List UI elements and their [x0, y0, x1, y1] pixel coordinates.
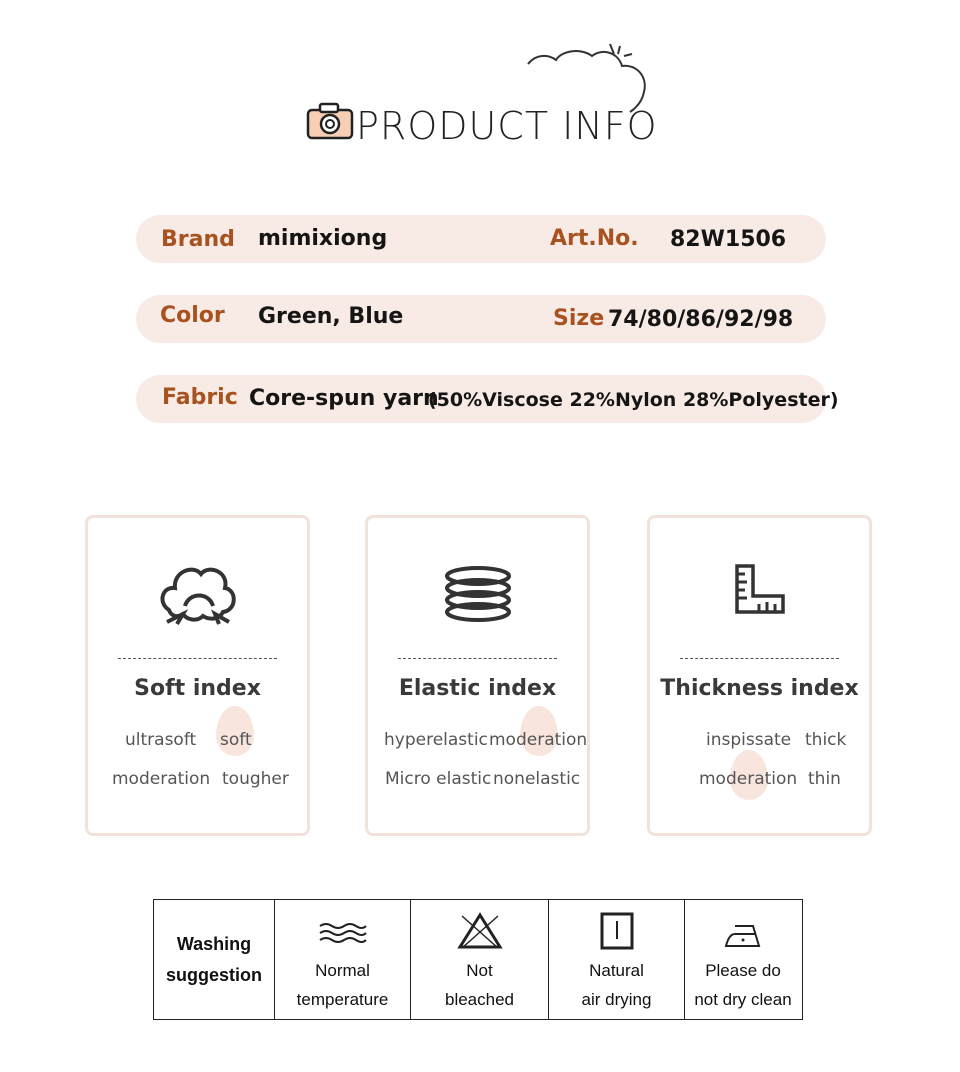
option-inspissate: inspissate: [706, 730, 792, 750]
fabric-detail: (50%Viscose 22%Nylon 28%Polyester): [428, 389, 839, 411]
washing-suggestion-table: [153, 899, 803, 1020]
option-moderation: moderation: [489, 730, 588, 750]
soft-index-title: Soft index: [134, 676, 261, 701]
washing-heading-line1: Washing: [176, 934, 252, 954]
brand-label: Brand: [161, 227, 235, 252]
camera-icon: [306, 100, 356, 140]
option-thin: thin: [808, 769, 841, 789]
washing-heading-line2: suggestion: [165, 965, 262, 985]
size-label: Size: [553, 306, 605, 331]
hang-dry-icon: [600, 912, 634, 950]
washing-item-line1: Not: [466, 961, 493, 980]
artno-value: 82W1506: [670, 227, 787, 252]
artno-label: Art.No.: [550, 226, 639, 251]
ruler-icon: [733, 562, 787, 616]
option-nonelastic: nonelastic: [493, 769, 581, 789]
elastic-index-title: Elastic index: [398, 676, 557, 701]
page-title: PRODUCT INFO: [356, 104, 658, 148]
option-hyperelastic: hyperelastic: [384, 730, 488, 750]
washing-heading-cell: [154, 900, 275, 1019]
thickness-index-title: Thickness index: [660, 676, 859, 701]
fabric-value: Core-spun yarn: [249, 386, 439, 411]
elastic-index-card: [365, 515, 590, 836]
iron-icon: [723, 920, 763, 948]
washing-item-line1: Normal: [315, 961, 370, 980]
washing-item-line2: not dry clean: [694, 990, 792, 1009]
fabric-label: Fabric: [162, 385, 238, 410]
thickness-index-card: [647, 515, 872, 836]
divider: [398, 658, 557, 659]
washing-item-not-dry-clean: [685, 900, 801, 1019]
option-ultrasoft: ultrasoft: [125, 730, 197, 750]
spring-icon: [443, 562, 513, 626]
washing-item-natural-air-drying: [549, 900, 685, 1019]
color-label: Color: [160, 303, 225, 328]
brand-value: mimixiong: [258, 226, 388, 251]
option-tougher: tougher: [222, 769, 289, 789]
washing-item-line2: temperature: [296, 990, 389, 1009]
option-soft: soft: [220, 730, 252, 750]
cotton-icon: [159, 562, 237, 630]
option-moderation: moderation: [699, 769, 798, 789]
washing-item-normal-temperature: [275, 900, 411, 1019]
soft-index-card: [85, 515, 310, 836]
washing-item-not-bleached: [411, 900, 549, 1019]
color-value: Green, Blue: [258, 304, 404, 329]
no-bleach-icon: [457, 912, 503, 950]
washing-item-line1: Natural: [589, 961, 644, 980]
divider: [680, 658, 839, 659]
washing-item-line1: Please do: [705, 961, 781, 980]
water-wave-icon: [318, 922, 368, 944]
option-micro-elastic: Micro elastic: [385, 769, 492, 789]
option-thick: thick: [805, 730, 847, 750]
washing-item-line2: air drying: [581, 990, 652, 1009]
option-moderation: moderation: [112, 769, 211, 789]
size-value: 74/80/86/92/98: [608, 307, 794, 332]
washing-item-line2: bleached: [444, 990, 514, 1009]
divider: [118, 658, 277, 659]
